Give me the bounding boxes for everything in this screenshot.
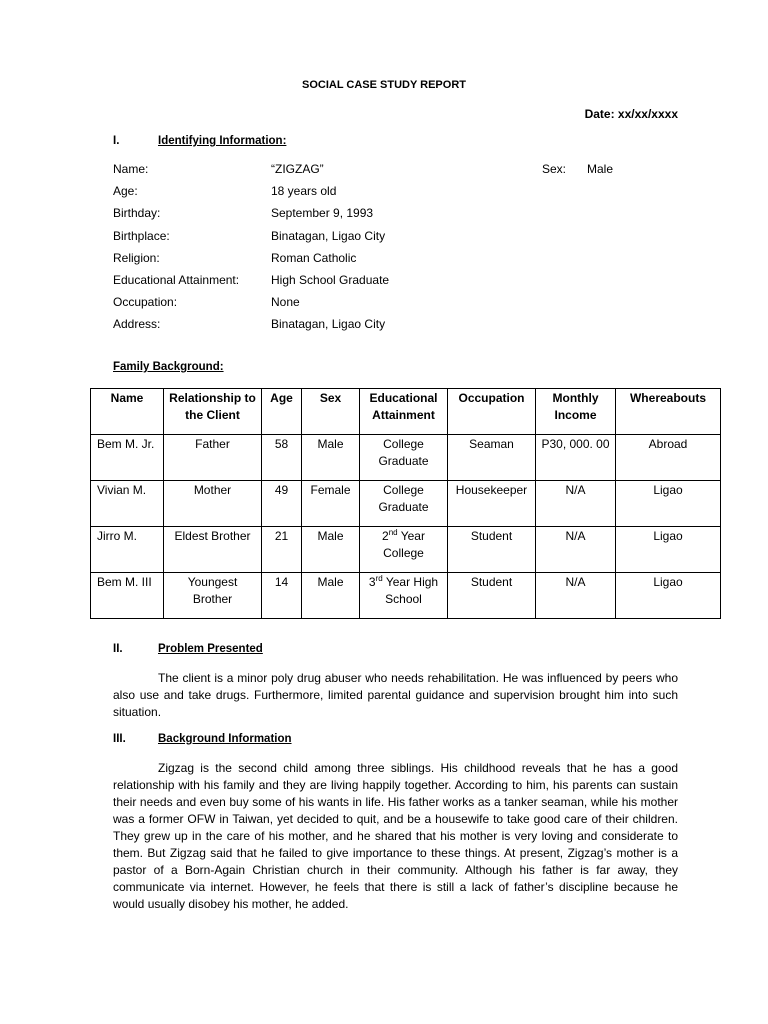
section-2-number: II. xyxy=(113,643,123,655)
header-cell: Relationship to the Client xyxy=(164,389,262,435)
cell-name: Bem M. III xyxy=(91,573,164,619)
cell-education xyxy=(360,573,448,619)
cell-relationship: Youngest Brother xyxy=(164,573,262,619)
cell-whereabouts: Ligao xyxy=(616,481,721,527)
cell-income: N/A xyxy=(536,573,616,619)
education-ordinal: 2 xyxy=(382,529,389,543)
section-2-title: Problem Presented xyxy=(158,643,263,655)
section-3-title: Background Information xyxy=(158,733,292,745)
cell-name: Jirro M. xyxy=(91,527,164,573)
education-label: Educational Attainment: xyxy=(113,273,240,287)
birthplace-label: Birthplace: xyxy=(113,229,170,243)
header-cell: Name xyxy=(91,389,164,435)
cell-whereabouts: Ligao xyxy=(616,573,721,619)
cell-income: N/A xyxy=(536,481,616,527)
birthplace-value: Binatagan, Ligao City xyxy=(271,229,386,243)
header-cell: Age xyxy=(262,389,302,435)
sex-value: Male xyxy=(587,162,614,176)
religion-label: Religion: xyxy=(113,251,160,265)
background-paragraph: Zigzag is the second child among three siblings. His childhood reveals that he has a good relationship with his family and they are living happily together. According to him, his parents can sustain their needs and even buy some of his wants in life. His father works as a tanker seaman, while his mother was a former OFW in Taiwan, yet decided to quit, and be a housewife to take good care of their children. They grew up in the care of his mother, and he shared that his mother is very loving and considerate to them. But Zigzag said that he failed to give importance to these things. At present, Zigzag’s mother is a pastor of a Born-Again Christian church in their community. Although his father is far away, they communicate via internet. However, he feels that there is still a lack of father’s discipline because he would usually disobey his mother, he added. xyxy=(113,761,678,911)
section-1-number: I. xyxy=(113,135,120,147)
cell-age: 58 xyxy=(262,435,302,481)
education-rest: Year College xyxy=(383,529,425,560)
cell-relationship: Eldest Brother xyxy=(164,527,262,573)
occupation-label: Occupation: xyxy=(113,295,178,309)
birthday-label: Birthday: xyxy=(113,206,161,220)
education-ordinal-suffix: nd xyxy=(388,528,398,537)
education-value: High School Graduate xyxy=(271,273,390,287)
table-row xyxy=(91,527,721,573)
cell-sex: Male xyxy=(302,527,360,573)
table-row xyxy=(91,573,721,619)
cell-age: 14 xyxy=(262,573,302,619)
age-label: Age: xyxy=(113,184,138,198)
cell-age: 21 xyxy=(262,527,302,573)
sex-label: Sex: xyxy=(542,162,567,176)
cell-education xyxy=(360,527,448,573)
cell-relationship: Father xyxy=(164,435,262,481)
religion-value: Roman Catholic xyxy=(271,251,357,265)
occupation-value: None xyxy=(271,295,300,309)
header-cell: Monthly Income xyxy=(536,389,616,435)
cell-sex: Male xyxy=(302,573,360,619)
cell-whereabouts: Ligao xyxy=(616,527,721,573)
family-background-title: Family Background: xyxy=(113,361,224,373)
name-value: “ZIGZAG” xyxy=(271,162,324,176)
section-3-number: III. xyxy=(113,733,126,745)
birthday-value: September 9, 1993 xyxy=(271,206,374,220)
cell-occupation: Student xyxy=(448,573,536,619)
table-row xyxy=(91,481,721,527)
cell-income: N/A xyxy=(536,527,616,573)
name-label: Name: xyxy=(113,162,149,176)
cell-whereabouts: Abroad xyxy=(616,435,721,481)
education-rest: Year High School xyxy=(382,575,439,606)
cell-education: College Graduate xyxy=(360,481,448,527)
table-header-row xyxy=(91,389,721,435)
cell-sex: Female xyxy=(302,481,360,527)
cell-name: Bem M. Jr. xyxy=(91,435,164,481)
report-date: Date: xx/xx/xxxx xyxy=(584,107,678,121)
education-ordinal: 3 xyxy=(368,575,376,589)
problem-paragraph: The client is a minor poly drug abuser who needs rehabilitation. He was influenced by peers who also use and take drugs. Furthermore, limited parental guidance and supervision brought him into such situation. xyxy=(113,671,678,719)
header-cell: Occupation xyxy=(448,389,536,435)
cell-sex: Male xyxy=(302,435,360,481)
address-value: Binatagan, Ligao City xyxy=(271,317,386,331)
cell-education: College Graduate xyxy=(360,435,448,481)
header-cell: Educational Attainment xyxy=(360,389,448,435)
address-label: Address: xyxy=(113,317,161,331)
header-cell: Sex xyxy=(302,389,360,435)
cell-relationship: Mother xyxy=(164,481,262,527)
report-title: SOCIAL CASE STUDY REPORT xyxy=(301,79,466,91)
education-ordinal-suffix: rd xyxy=(375,574,383,583)
cell-occupation: Seaman xyxy=(448,435,536,481)
header-cell: Whereabouts xyxy=(616,389,721,435)
family-table xyxy=(90,388,721,619)
cell-age: 49 xyxy=(262,481,302,527)
cell-income: P30, 000. 00 xyxy=(536,435,616,481)
cell-occupation: Student xyxy=(448,527,536,573)
cell-name: Vivian M. xyxy=(91,481,164,527)
section-1-title: Identifying Information: xyxy=(158,135,287,147)
age-value: 18 years old xyxy=(271,184,337,198)
table-row xyxy=(91,435,721,481)
cell-occupation: Housekeeper xyxy=(448,481,536,527)
